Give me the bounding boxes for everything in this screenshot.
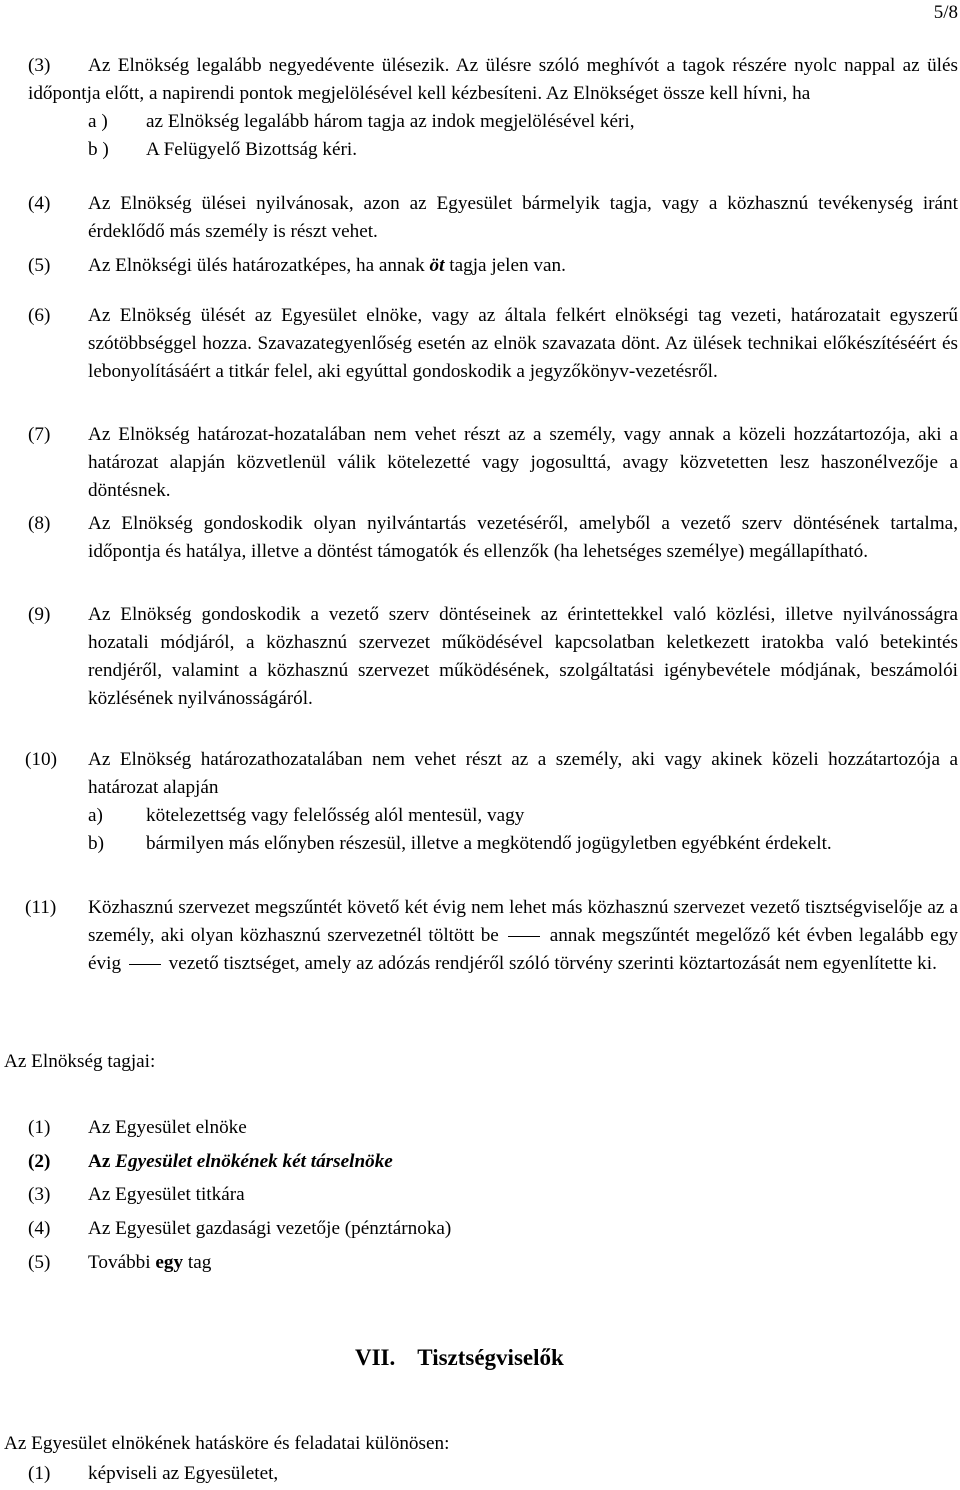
member-item: (2) Az Egyesület elnökének két társelnöke [28, 1151, 393, 1172]
paragraph-text: Közhasznú szervezet megszűntét követő két évig nem lehet más közhasznú szervezet vezető tisztségviselője az a személy, aki olyan közhasznú szervezetnél töltött be annak megszűntét megelőző két évben legalább egy évig vezető tisztséget, amely az adózás rendjéről szóló törvény szerinti köztartozását nem egyenlítette ki. [88, 897, 959, 974]
list-item: b ) A Felügyelő Bizottság kéri. [88, 139, 358, 160]
paragraph-number: (3) [28, 55, 51, 76]
page-number: 5/8 [933, 2, 958, 23]
paragraph-3 [28, 52, 958, 164]
paragraph-text: Az Elnökség legalább negyedévente ülésezik. Az ülésre szóló meghívót a tagok részére nyolc nappal az ülés időpontja előtt, a napirendi pontok megjelölésével kell kézbesíteni. Az Elnökséget össze kell hívni, ha [28, 55, 958, 104]
paragraph-text: Az Elnökség ülései nyilvánosak, azon az Egyesület bármelyik tagja, vagy a közhasznú tevékenység iránt érdeklődő más személy is részt vehet. [88, 193, 958, 242]
paragraph-10: (10) Az Elnökség határozathozatalában nem vehet részt az a személy, aki vagy akinek közeli hozzátartozója a határozat alapján a) kötelezettség vagy felelősség alól mentesül, vagy b) bármilyen más előnyben részesül, illetve a megkötendő jogügyletben egyébként érdekelt. [28, 746, 958, 858]
paragraph-9: (9) Az Elnökség gondoskodik a vezető szerv döntéseinek az érintettekkel való közlési, illetve nyilvánosságra hozatali módjáról, a közhasznú szervezet működésével kapcsolatban keletkezett iratokba való betekintés rendjéről, valamint a közhasznú szervezet működésének, szolgáltatási igénybevétele módjának, beszámolói közlésének nyilvánosságáról. [28, 601, 958, 713]
paragraph-text: Az Elnökség határozat-hozatalában nem vehet részt az a személy, vagy annak a közeli hozzátartozója, aki a határozat alapján közvetlenül válik kötelezetté vagy jogosulttá, avagy közvetetten lesz haszonélvezője a döntésnek. [88, 424, 958, 501]
paragraph-text: Az Elnökségi ülés határozatképes, ha annak öt tagja jelen van. [88, 255, 566, 276]
paragraph-6: (6) Az Elnökség ülését az Egyesület elnöke, vagy az általa felkért elnökségi tag vezeti, határozatait egyszerű szótöbbséggel hozza. Szavazategyenlőség esetén az elnök szavazata dönt. Az ülések technikai előkészítéséért és lebonyolításáért a titkár felel, aki egyúttal gondoskodik a jegyzőkönyv-vezetésről. [28, 302, 958, 386]
paragraph-7: (7) Az Elnökség határozat-hozatalában nem vehet részt az a személy, vagy annak a közeli hozzátartozója, aki a határozat alapján közvetlenül válik kötelezetté vagy jogosulttá, avagy közvetetten lesz haszonélvezője a döntésnek. [28, 421, 958, 505]
em-dash [508, 936, 540, 937]
list-item: a) kötelezettség vagy felelősség alól mentesül, vagy [88, 805, 525, 826]
member-item: (5) További egy tag [28, 1252, 212, 1273]
paragraph-8: (8) Az Elnökség gondoskodik olyan nyilvántartás vezetéséről, amelyből a vezető szerv döntésének tartalma, időpontja és hatálya, illetve a döntést támogatók és ellenzők (ha lehetséges személye) megállapítható. [28, 510, 958, 566]
members-heading: Az Elnökség tagjai: [4, 1051, 156, 1072]
section-heading: VII. Tisztségviselők [355, 1345, 564, 1370]
president-item: (1) képviseli az Egyesületet, [28, 1463, 279, 1484]
paragraph-5: (5) Az Elnökségi ülés határozatképes, ha annak öt tagja jelen van. [28, 252, 958, 280]
list-item: a ) az Elnökség legalább három tagja az indok megjelölésével kéri, [88, 111, 635, 132]
paragraph-4: (4) Az Elnökség ülései nyilvánosak, azon az Egyesület bármelyik tagja, vagy a közhasznú tevékenység iránt érdeklődő más személy is részt vehet. [28, 190, 958, 246]
member-item: (4) Az Egyesület gazdasági vezetője (pénztárnoka) [28, 1218, 452, 1239]
paragraph-text: Az Elnökség gondoskodik a vezető szerv döntéseinek az érintettekkel való közlési, illetve nyilvánosságra hozatali módjáról, a közhasznú szervezet működésével kapcsolatban keletkezett iratokba való betekintés rendjéről, valamint a közhasznú szervezet működésének, szolgáltatási igénybevétele módjának, beszámolói közlésének nyilvánosságáról. [88, 604, 958, 709]
list-item: b) bármilyen más előnyben részesül, illetve a megkötendő jogügyletben egyébként érdekelt. [88, 833, 832, 854]
paragraph-text: Az Elnökség határozathozatalában nem vehet részt az a személy, aki vagy akinek közeli hozzátartozója a határozat alapján [88, 749, 958, 798]
paragraph-text: Az Elnökség gondoskodik olyan nyilvántartás vezetéséről, amelyből a vezető szerv döntésének tartalma, időpontja és hatálya, illetve a döntést támogatók és ellenzők (ha lehetséges személye) megállapítható. [88, 513, 958, 562]
president-intro: Az Egyesület elnökének hatásköre és feladatai különösen: [4, 1433, 450, 1454]
member-item: (1) Az Egyesület elnöke [28, 1117, 247, 1138]
member-item: (3) Az Egyesület titkára [28, 1184, 245, 1205]
em-dash [129, 964, 161, 965]
paragraph-11: (11) Közhasznú szervezet megszűntét követő két évig nem lehet más közhasznú szervezet vezető tisztségviselője az a személy, aki olyan közhasznú szervezetnél töltött be annak megszűntét megelőző két évben legalább egy évig vezető tisztséget, amely az adózás rendjéről szóló törvény szerinti köztartozását nem egyenlítette ki. [28, 894, 958, 978]
emphasis: öt [429, 255, 445, 276]
paragraph-text: Az Elnökség ülését az Egyesület elnöke, vagy az általa felkért elnökségi tag vezeti, határozatait egyszerű szótöbbséggel hozza. Szavazategyenlőség esetén az elnök szavazata dönt. Az ülések technikai előkészítéséért és lebonyolításáért a titkár felel, aki egyúttal gondoskodik a jegyzőkönyv-vezetésről. [88, 305, 958, 382]
